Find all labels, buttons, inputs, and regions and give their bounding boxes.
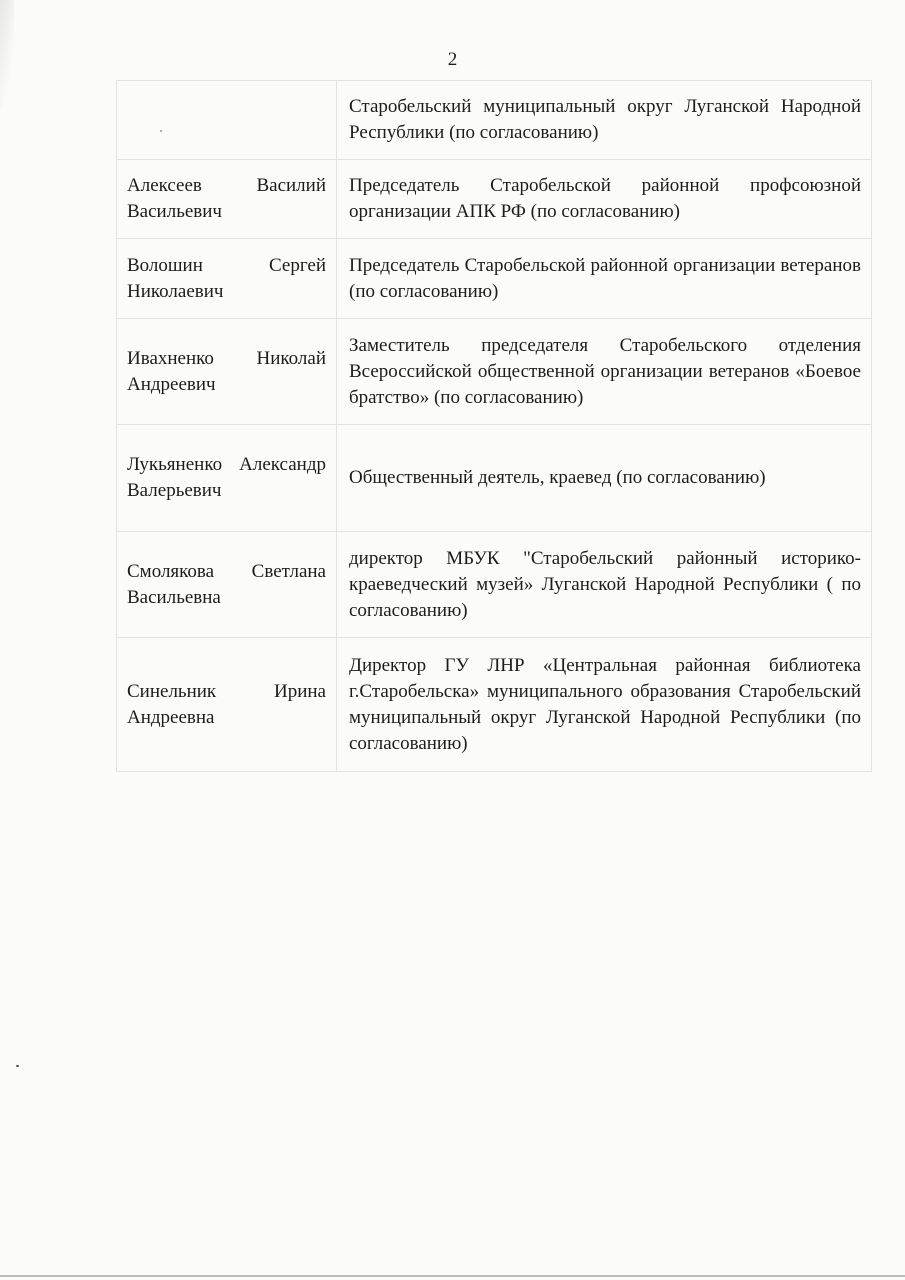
table-row [117, 638, 872, 772]
table-row [117, 239, 872, 319]
scan-speck [16, 1065, 19, 1067]
member-role: Председатель Старобельской районной организации ветеранов (по согласованию) [349, 254, 861, 302]
page-number: 2 [447, 49, 458, 70]
member-role: Старобельский муниципальный округ Луганской Народной Республики (по согласованию) [349, 96, 861, 143]
member-role: Общественный деятель, краевед (по согласованию) [349, 467, 766, 488]
member-role: директор МБУК "Старобельский районный историко-краеведческий музей» Луганской Народной Республики ( по согласованию) [349, 547, 861, 621]
member-role-cell [337, 319, 872, 425]
member-role: Заместитель председателя Старобельского отделения Всероссийской общественной организации ветеранов «Боевое братство» (по согласованию) [349, 334, 861, 408]
table-row [117, 319, 872, 425]
table-row [117, 425, 872, 532]
commission-members-table [116, 80, 872, 772]
member-name: Смолякова Светлана Васильевна [127, 560, 326, 608]
member-name-cell [117, 638, 337, 772]
member-name: Алексеев Василий Васильевич [127, 175, 326, 222]
member-name: Лукьяненко Александр Валерьевич [127, 454, 326, 501]
scan-speck [160, 130, 162, 132]
table-row [117, 160, 872, 239]
table-row [117, 532, 872, 638]
member-name-cell [117, 160, 337, 239]
scan-bottom-edge [0, 1275, 905, 1277]
member-role: Директор ГУ ЛНР «Центральная районная библиотека г.Старобельска» муниципального образования Старобельский муниципальный округ Луганской Народной Республики (по согласованию) [349, 654, 861, 754]
member-role-cell [337, 425, 872, 532]
member-name: Ивахненко Николай Андреевич [127, 347, 326, 395]
member-name-cell [117, 81, 337, 160]
member-name-cell [117, 425, 337, 532]
member-name: Синельник Ирина Андреевна [127, 680, 326, 728]
member-role: Председатель Старобельской районной профсоюзной организации АПК РФ (по согласованию) [349, 175, 861, 222]
member-role-cell [337, 160, 872, 239]
table-row [117, 81, 872, 160]
member-role-cell [337, 239, 872, 319]
member-role-cell [337, 638, 872, 772]
member-name-cell [117, 532, 337, 638]
member-name-cell [117, 319, 337, 425]
member-name-cell [117, 239, 337, 319]
member-role-cell [337, 81, 872, 160]
member-role-cell [337, 532, 872, 638]
member-name: Волошин Сергей Николаевич [127, 254, 326, 302]
